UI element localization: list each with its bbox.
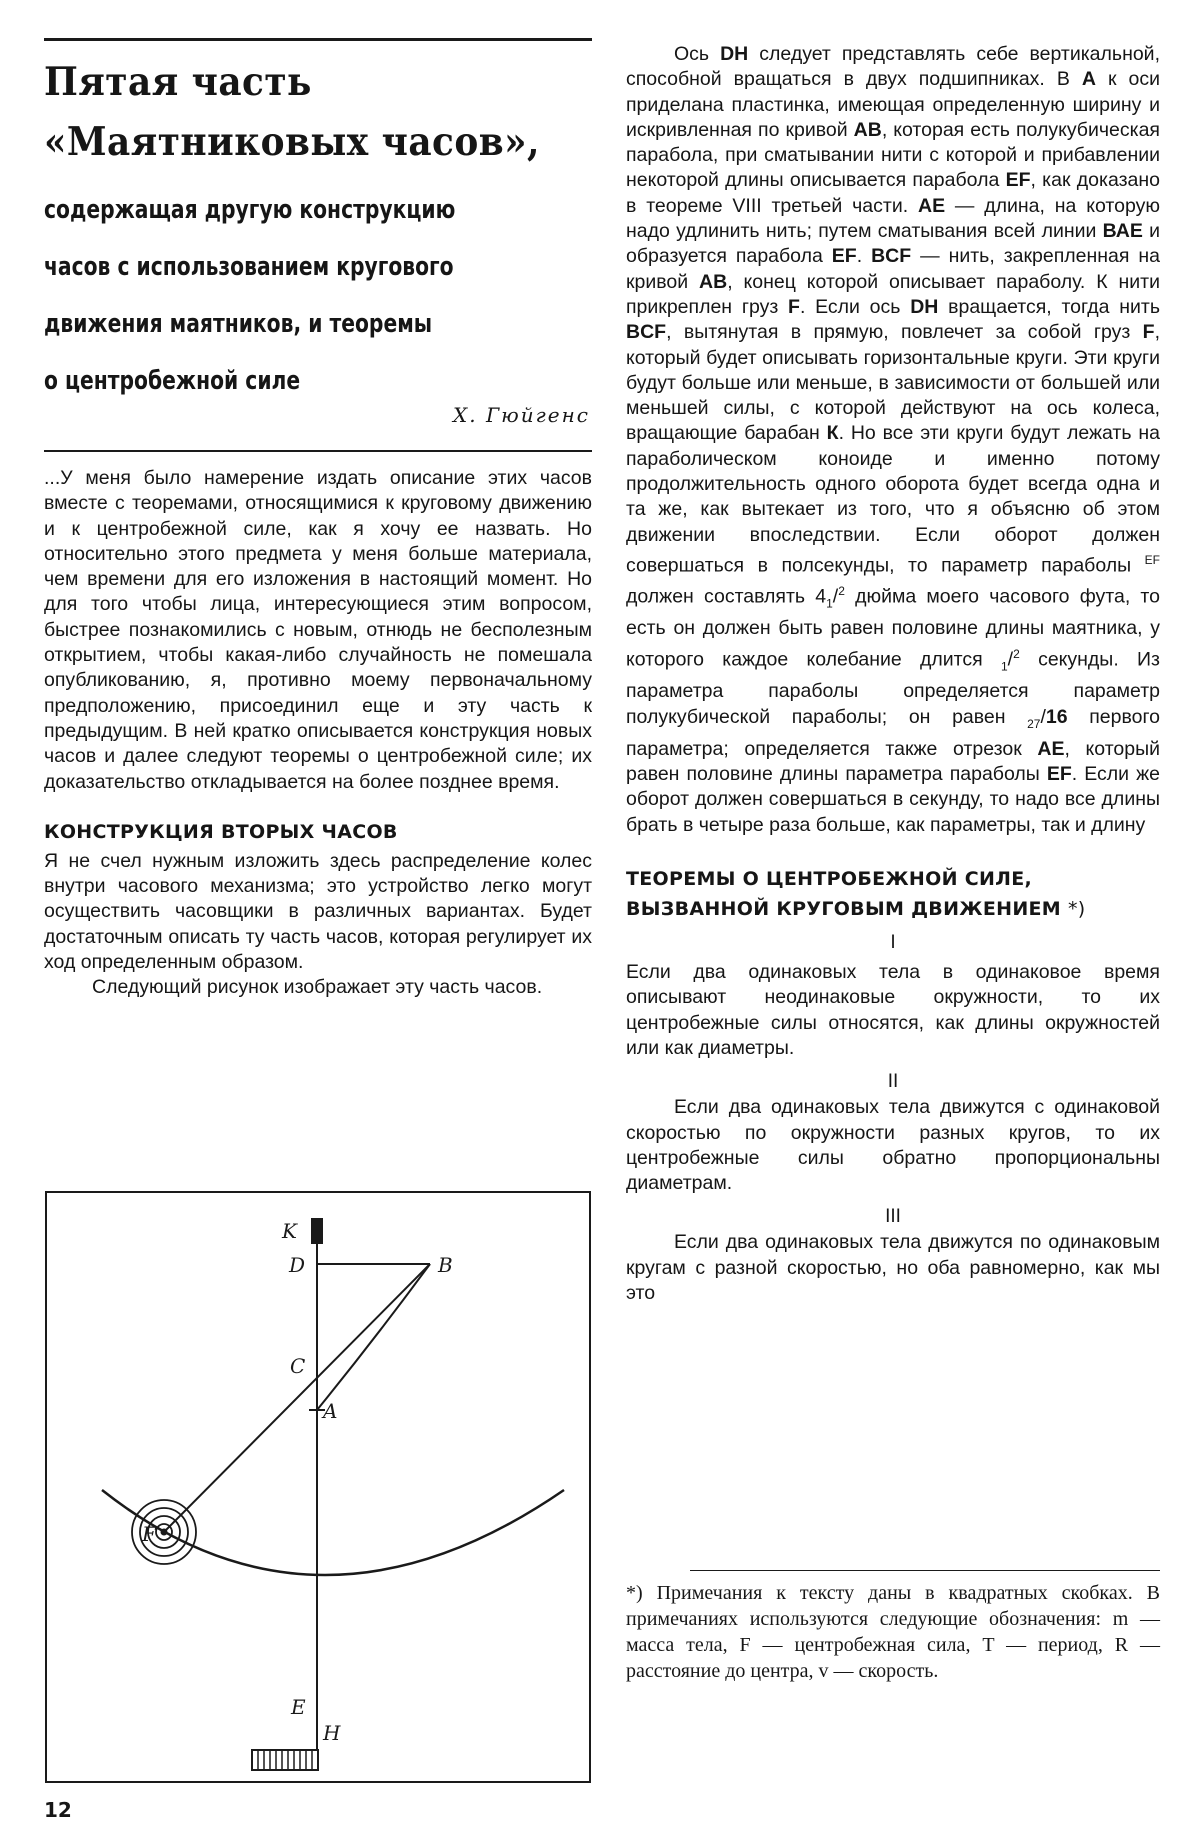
article-subtitle bbox=[44, 182, 471, 410]
article-title: Пятая часть «Маятниковых часов», bbox=[44, 59, 540, 165]
theorem-number: II bbox=[887, 1071, 899, 1093]
theorem-text: Если два одинаковых тела в одинаковое время описывают неодинаковые окружности, то их центробежные силы относятся, как длины окружностей или как диаметры. bbox=[626, 961, 1160, 1059]
section-heading: ТЕОРЕМЫ О ЦЕНТРОБЕЖНОЙ СИЛЕ, ВЫЗВАННОЙ КРУГОВЫМ ДВИЖЕНИЕМ *) bbox=[626, 868, 1086, 921]
theorem-number: I bbox=[890, 932, 896, 954]
intro-paragraph: ...У меня было намерение издать описание этих часов вместе с теоремами, относящимися к круговому движению и к центробежной силе, как я хочу ее назвать. Но относительно этого предмета у меня больше материала, чем времени для его изложения в настоящий момент. Но для того чтобы лица, интересующиеся этим вопросом, быстрее познакомились с новым, отнюдь не бесполезным открытием, чтобы какая-либо случайность не помешала опубликованию, я, противно моему первоначальному предположению, присоединил еще и эту часть к предыдущим. В ней кратко описывается конструкция новых часов и далее следуют теоремы о центробежной силе; их доказательство откладывается на более позднее время. bbox=[44, 467, 592, 793]
label-f: F bbox=[142, 1522, 156, 1546]
bob-center bbox=[161, 1529, 168, 1536]
page-number: 12 bbox=[44, 1798, 72, 1822]
subtitle-line: содержащая другую конструкцию bbox=[44, 195, 456, 225]
theorem-text: Если два одинаковых тела движутся по одинаковым кругам с разной скоростью, но оба равномерно, как мы это bbox=[626, 1231, 1160, 1305]
subtitle-line: движения маятников, и теоремы bbox=[44, 309, 433, 339]
author-name: Х. Гюйгенс bbox=[452, 403, 590, 427]
pendulum-diagram bbox=[44, 1190, 592, 1784]
label-a: A bbox=[323, 1399, 338, 1423]
subtitle-line: часов с использованием кругового bbox=[44, 252, 454, 282]
subtitle-line: о центробежной силе bbox=[44, 366, 301, 396]
label-b: B bbox=[438, 1253, 453, 1277]
body-paragraph: Следующий рисунок изображает эту часть часов. bbox=[92, 976, 543, 999]
footnote-rule bbox=[690, 1570, 1160, 1571]
label-d: D bbox=[289, 1253, 306, 1277]
string-line bbox=[164, 1264, 430, 1532]
article-title-block bbox=[44, 52, 592, 410]
label-e: E bbox=[291, 1695, 306, 1719]
body-paragraph: Я не счел нужным изложить здесь распределение колес внутри часового механизма; это устройство легко могут осуществить часовщики в различных вариантах. Будет достаточным описать ту часть часов, которая регулирует их ход определенным образом. bbox=[44, 849, 592, 974]
right-column bbox=[626, 42, 1160, 1306]
intro-rule bbox=[44, 450, 592, 452]
semicubical-curve bbox=[317, 1264, 430, 1410]
theorem-text: Если два одинаковых тела движутся с одинаковой скоростью по окружности разных кругов, то их центробежные силы обратно пропорциональны диаметрам. bbox=[626, 1096, 1160, 1195]
label-h: H bbox=[323, 1721, 341, 1745]
top-rule bbox=[44, 38, 592, 41]
pendulum-figure bbox=[44, 1190, 592, 1784]
left-column bbox=[44, 466, 592, 1001]
body-paragraph: Ось DH следует представлять себе вертикальной, способной вращаться в двух подшипниках. В А к оси приделана пластинка, имеющая определенную ширину и искривленная по кривой АВ, которая есть полукубическая парабола, при сматывании нити с которой и прибавлении некоторой длины описывается парабола EF, как доказано в теореме VIII третьей части. АЕ — длина, на которую надо удлинить нить; путем сматывания всей линии ВАЕ и образуется парабола EF. BCF — нить, закрепленная на кривой АВ, конец которой описывает параболу. К нити прикреплен груз F. Если ось DH вращается, тогда нить BCF, вытянутая в прямую, повлечет за собой груз F, который будет описывать горизонтальные круги. Эти круги будут больше или меньше, в зависимости от большей или меньшей силы, с которой действуют на ось колеса, вращающие барабан К. Но все эти круги будут лежать на параболическом коноиде и именно потому продолжительность одного оборота будет всегда одна и та же, как вытекает из того, что я объясню об этом движении впоследствии. Если оборот должен совершаться в полсекунды, то параметр параболы $^{EF}$ должен составлять $4_1/^2$ дюйма моего часового фута, то есть он должен быть равен половине длины маятника, у которого каждое колебание длится $_1$/$^2$ секунды. Из параметра параболы определяется параметр полукубической параболы; он равен $_{27}$/16 первого параметра; определяется также отрезок АЕ, который равен половине длины параметра параболы EF. Если же оборот должен совершаться в секунду, то надо все длины брать в четыре раза больше, как параметры, так и длину bbox=[626, 43, 1160, 836]
label-k: K bbox=[282, 1219, 297, 1243]
drum-block bbox=[311, 1218, 323, 1244]
theorem-number: III bbox=[885, 1206, 901, 1228]
footnote: *) Примечания к тексту даны в квадратных скобках. В примечаниях используются следующие обозначения: m — масса тела, F — центробежная сила, T — период, R — расстояние до центра, v — скорость. bbox=[626, 1582, 1160, 1682]
bearing-block bbox=[252, 1750, 318, 1770]
label-c: C bbox=[290, 1354, 306, 1378]
section-heading: КОНСТРУКЦИЯ ВТОРЫХ ЧАСОВ bbox=[44, 820, 398, 843]
